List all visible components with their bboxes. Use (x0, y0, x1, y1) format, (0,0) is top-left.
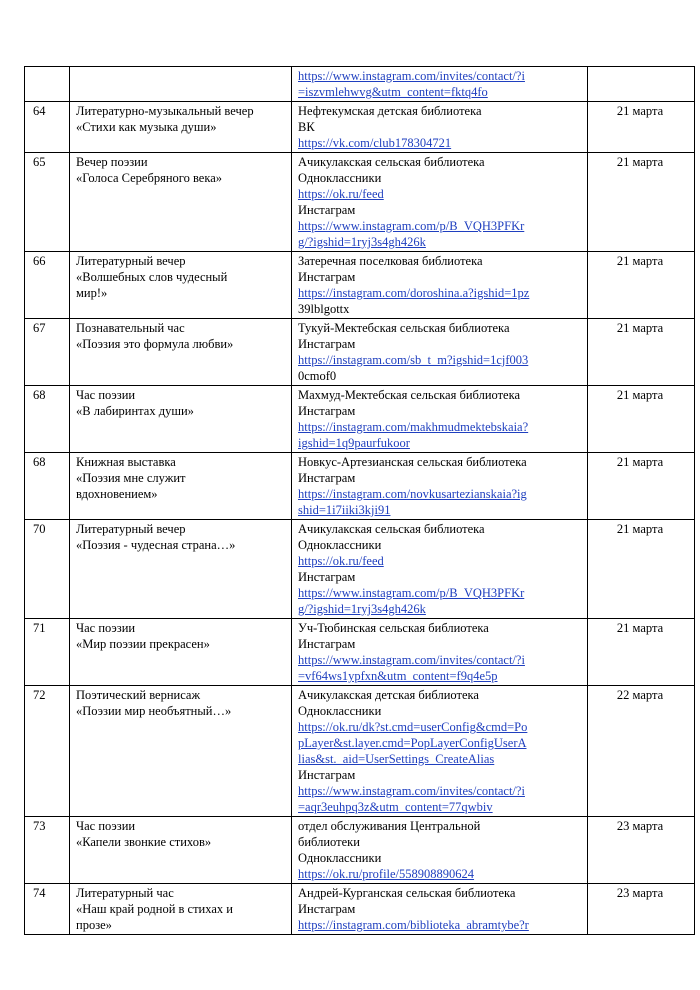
event-line: «Мир поэзии прекрасен» (76, 637, 210, 651)
row-number: 67 (25, 319, 70, 386)
row-number: 73 (25, 817, 70, 884)
event-line: прозе» (76, 918, 112, 932)
venue-line: Инстаграм (298, 902, 356, 916)
venue-line: Нефтекумская детская библиотека (298, 104, 482, 118)
venue-link[interactable]: https://ok.ru/feed (298, 554, 384, 568)
venue-cell (292, 619, 588, 686)
venue-link[interactable]: https://vk.com/club178304721 (298, 136, 452, 150)
event-cell (70, 520, 292, 619)
venue-link[interactable]: g/?igshid=1ryj3s4gh426k (298, 602, 426, 616)
venue-line: Тукуй-Мектебская сельская библиотека (298, 321, 510, 335)
venue-cell (292, 520, 588, 619)
venue-line: Одноклассники (298, 704, 382, 718)
venue-line: Одноклассники (298, 851, 382, 865)
date-cell: 22 марта (588, 686, 695, 817)
event-line: Вечер поэзии (76, 155, 148, 169)
date-cell: 21 марта (588, 520, 695, 619)
event-line: «Голоса Серебряного века» (76, 171, 223, 185)
table-row (25, 619, 695, 686)
venue-line: Ачикулакская сельская библиотека (298, 522, 485, 536)
venue-line: 39lblgottx (298, 302, 350, 316)
venue-line: Инстаграм (298, 570, 356, 584)
event-line: Литературный вечер (76, 254, 186, 268)
venue-cell (292, 102, 588, 153)
row-number: 64 (25, 102, 70, 153)
venue-cell (292, 817, 588, 884)
venue-link[interactable]: https://ok.ru/profile/558908890624 (298, 867, 475, 881)
venue-cell (292, 67, 588, 102)
venue-line: Инстаграм (298, 337, 356, 351)
event-cell (70, 686, 292, 817)
event-line: Книжная выставка (76, 455, 176, 469)
venue-link[interactable]: https://instagram.com/novkusartezianskaia?ig (298, 487, 527, 501)
venue-line: Новкус-Артезианская сельская библиотека (298, 455, 527, 469)
venue-link[interactable]: igshid=1q9paurfukoor (298, 436, 410, 450)
table-row (25, 252, 695, 319)
date-cell: 21 марта (588, 153, 695, 252)
row-number: 72 (25, 686, 70, 817)
table-row (25, 319, 695, 386)
event-line: Час поэзии (76, 388, 136, 402)
event-line: «Поэзии мир необъятный…» (76, 704, 232, 718)
table-row (25, 102, 695, 153)
event-line: «Стихи как музыка души» (76, 120, 217, 134)
venue-link[interactable]: https://www.instagram.com/invites/contact/?i (298, 784, 525, 798)
event-line: «Поэзия это формула любви» (76, 337, 234, 351)
event-cell (70, 252, 292, 319)
venue-line: Ачикулакская детская библиотека (298, 688, 479, 702)
event-line: «Капели звонкие стихов» (76, 835, 212, 849)
row-number: 74 (25, 884, 70, 935)
table-row (25, 153, 695, 252)
venue-line: Ачикулакская сельская библиотека (298, 155, 485, 169)
event-line: «Поэзия - чудесная страна…» (76, 538, 236, 552)
venue-line: Инстаграм (298, 471, 356, 485)
venue-link[interactable]: https://instagram.com/doroshina.a?igshid=1pz (298, 286, 530, 300)
venue-line: Одноклассники (298, 171, 382, 185)
row-number: 68 (25, 386, 70, 453)
date-cell: 21 марта (588, 102, 695, 153)
event-line: Литературный час (76, 886, 174, 900)
venue-cell (292, 319, 588, 386)
event-line: Литературный вечер (76, 522, 186, 536)
event-cell (70, 386, 292, 453)
row-number: 71 (25, 619, 70, 686)
venue-link[interactable]: =vf64ws1ypfxn&utm_content=f9q4e5p (298, 669, 498, 683)
table-row (25, 884, 695, 935)
event-line: «Поэзия мне служит (76, 471, 186, 485)
event-line: вдохновением» (76, 487, 158, 501)
venue-link[interactable]: https://ok.ru/feed (298, 187, 384, 201)
event-cell (70, 319, 292, 386)
venue-cell (292, 386, 588, 453)
date-cell: 21 марта (588, 453, 695, 520)
event-cell (70, 884, 292, 935)
venue-line: Андрей-Курганская сельская библиотека (298, 886, 516, 900)
event-cell (70, 619, 292, 686)
venue-cell (292, 884, 588, 935)
venue-line: Инстаграм (298, 637, 356, 651)
venue-line: Уч-Тюбинская сельская библиотека (298, 621, 489, 635)
venue-link[interactable]: https://www.instagram.com/invites/contact/?i (298, 653, 525, 667)
row-number: 68 (25, 453, 70, 520)
venue-link[interactable]: https://instagram.com/makhmudmektebskaia? (298, 420, 529, 434)
date-cell (588, 67, 695, 102)
table-row (25, 817, 695, 884)
venue-link[interactable]: https://instagram.com/biblioteka_abramtybe?r (298, 918, 529, 932)
venue-line: Инстаграм (298, 203, 356, 217)
row-number: 70 (25, 520, 70, 619)
venue-line: библиотеки (298, 835, 360, 849)
venue-link[interactable]: =aqr3euhpq3z&utm_content=77qwbiv (298, 800, 493, 814)
event-line: Час поэзии (76, 819, 136, 833)
event-line: мир!» (76, 286, 108, 300)
venue-link[interactable]: =iszvmlehwvg&utm_content=fktq4fo (298, 85, 488, 99)
venue-link[interactable]: g/?igshid=1ryj3s4gh426k (298, 235, 426, 249)
venue-link[interactable]: https://www.instagram.com/p/B_VQH3PFKr (298, 219, 525, 233)
date-cell: 21 марта (588, 386, 695, 453)
venue-cell (292, 153, 588, 252)
venue-line: ВК (298, 120, 315, 134)
event-line: Познавательный час (76, 321, 185, 335)
venue-cell (292, 453, 588, 520)
event-line: «Волшебных слов чудесный (76, 270, 228, 284)
venue-link[interactable]: shid=1i7iiki3kji91 (298, 503, 391, 517)
venue-link[interactable]: https://ok.ru/dk?st.cmd=userConfig&cmd=Po (298, 720, 528, 734)
table-row (25, 686, 695, 817)
venue-line: Инстаграм (298, 768, 356, 782)
events-table (24, 66, 695, 935)
row-number: 65 (25, 153, 70, 252)
table-row (25, 453, 695, 520)
venue-line: Затеречная поселковая библиотека (298, 254, 483, 268)
venue-line: 0cmof0 (298, 369, 337, 383)
row-number: 66 (25, 252, 70, 319)
venue-cell (292, 686, 588, 817)
table-row (25, 67, 695, 102)
venue-link[interactable]: https://www.instagram.com/invites/contact/?i (298, 69, 525, 83)
event-cell (70, 153, 292, 252)
event-cell (70, 453, 292, 520)
table-row (25, 386, 695, 453)
document-page (24, 66, 664, 935)
date-cell: 21 марта (588, 619, 695, 686)
venue-cell (292, 252, 588, 319)
event-cell (70, 817, 292, 884)
venue-link[interactable]: lias&st._aid=UserSettings_CreateAlias (298, 752, 495, 766)
date-cell: 21 марта (588, 252, 695, 319)
date-cell: 23 марта (588, 817, 695, 884)
event-cell (70, 67, 292, 102)
venue-link[interactable]: pLayer&st.layer.cmd=PopLayerConfigUserA (298, 736, 527, 750)
venue-link[interactable]: https://instagram.com/sb_t_m?igshid=1cjf003 (298, 353, 529, 367)
table-row (25, 520, 695, 619)
venue-link[interactable]: https://www.instagram.com/p/B_VQH3PFKr (298, 586, 525, 600)
venue-line: Инстаграм (298, 270, 356, 284)
event-line: Поэтический вернисаж (76, 688, 201, 702)
event-line: «В лабиринтах души» (76, 404, 194, 418)
date-cell: 21 марта (588, 319, 695, 386)
table-body (25, 67, 695, 935)
event-line: «Наш край родной в стихах и (76, 902, 233, 916)
event-line: Литературно-музыкальный вечер (76, 104, 254, 118)
row-number (25, 67, 70, 102)
venue-line: Одноклассники (298, 538, 382, 552)
venue-line: отдел обслуживания Центральной (298, 819, 481, 833)
venue-line: Махмуд-Мектебская сельская библиотека (298, 388, 521, 402)
event-cell (70, 102, 292, 153)
date-cell: 23 марта (588, 884, 695, 935)
event-line: Час поэзии (76, 621, 136, 635)
venue-line: Инстаграм (298, 404, 356, 418)
